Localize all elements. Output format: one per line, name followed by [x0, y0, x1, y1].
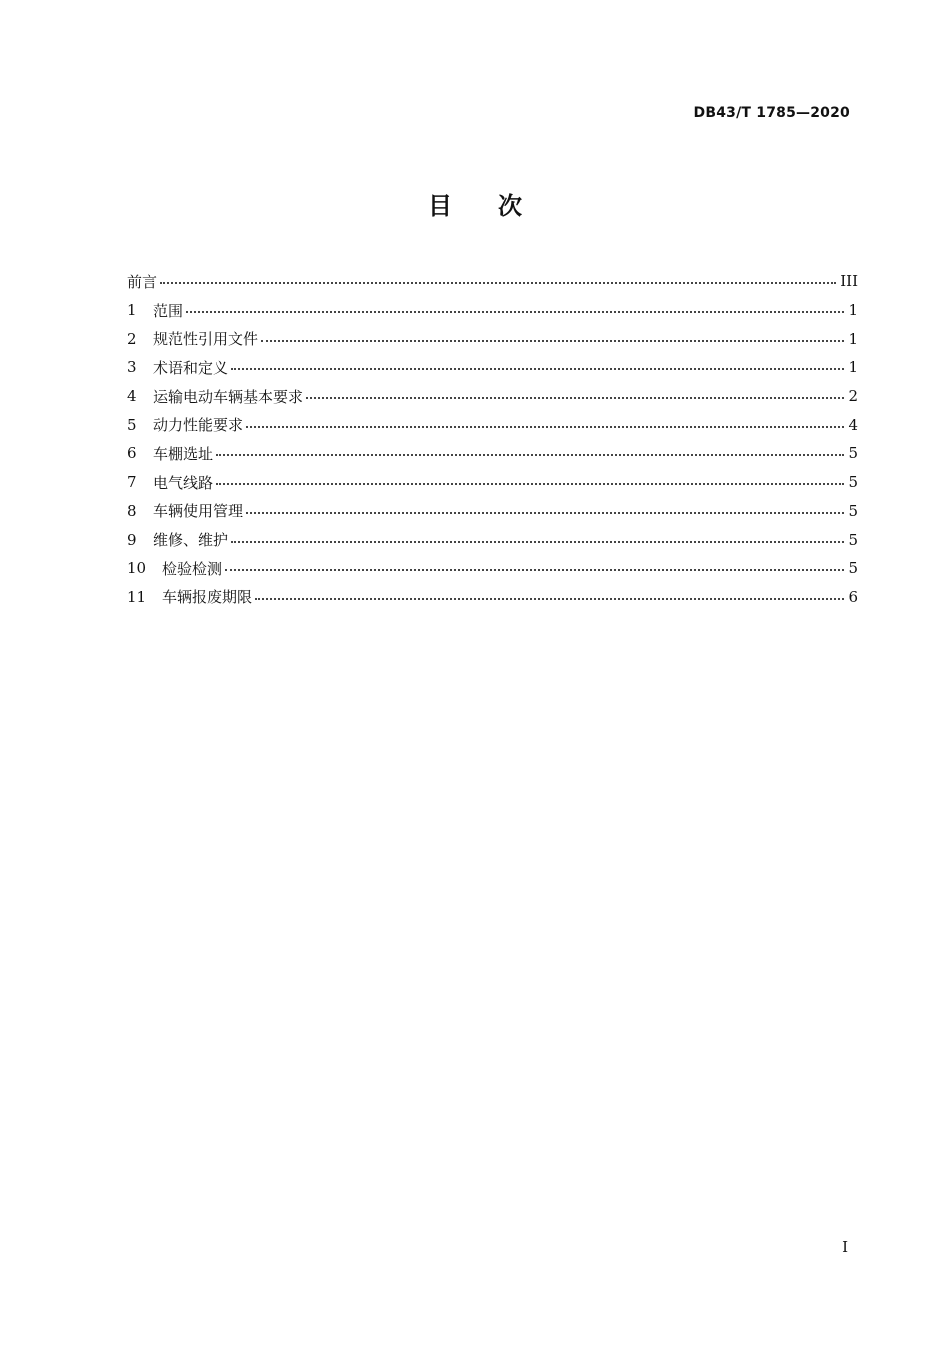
toc-leader-dots — [216, 483, 844, 485]
toc-entry-label: 电气线路 — [153, 473, 214, 492]
toc-entry-5[interactable] — [127, 410, 858, 439]
toc-entry-page: 2 — [848, 387, 858, 406]
standard-code: DB43/T 1785—2020 — [693, 105, 850, 121]
toc-entry-10[interactable] — [127, 554, 858, 583]
toc-entry-6[interactable] — [127, 439, 858, 468]
toc-entry-page: 5 — [848, 501, 858, 520]
page-number: I — [842, 1238, 848, 1256]
toc-entry-label: 动力性能要求 — [153, 416, 244, 435]
toc-entry-page: 4 — [848, 415, 858, 434]
toc-leader-dots — [246, 426, 844, 428]
toc-entry-number: 6 — [127, 444, 137, 463]
toc-entry-page: 5 — [848, 444, 858, 463]
toc-entry-label: 车辆报废期限 — [162, 588, 253, 607]
toc-title-char-2: 次 — [498, 192, 522, 220]
toc-leader-dots — [216, 454, 844, 456]
toc-entry-page: 5 — [848, 530, 858, 549]
toc-entry-page: 1 — [848, 329, 858, 348]
toc-entry-11[interactable] — [127, 583, 858, 612]
toc-entry-label: 范围 — [153, 301, 184, 320]
toc-entry-9[interactable] — [127, 525, 858, 554]
toc-entry-label: 车棚选址 — [153, 444, 214, 463]
toc-title-char-1: 目 — [428, 192, 452, 220]
toc-leader-dots — [231, 541, 844, 543]
toc-entry-4[interactable] — [127, 382, 858, 411]
table-of-contents — [127, 267, 858, 611]
toc-leader-dots — [225, 569, 844, 571]
toc-entry-7[interactable] — [127, 468, 858, 497]
toc-title — [0, 186, 950, 221]
toc-entry-number: 5 — [127, 415, 137, 434]
toc-leader-dots — [246, 512, 844, 514]
toc-entry-label: 运输电动车辆基本要求 — [153, 387, 304, 406]
toc-entry-number: 10 — [127, 559, 147, 578]
toc-entry-number: 3 — [127, 358, 137, 377]
toc-entry-2[interactable] — [127, 324, 858, 353]
toc-entry-3[interactable] — [127, 353, 858, 382]
toc-entry-page: 6 — [848, 587, 858, 606]
toc-entry-number: 1 — [127, 301, 137, 320]
toc-entry-label: 规范性引用文件 — [153, 330, 259, 349]
toc-entry-number: 11 — [127, 587, 147, 606]
toc-entry-number: 2 — [127, 329, 137, 348]
toc-entry-label: 检验检测 — [162, 559, 223, 578]
toc-leader-dots — [255, 598, 844, 600]
toc-entry-page: 5 — [848, 473, 858, 492]
toc-entry-label: 术语和定义 — [153, 358, 229, 377]
toc-leader-dots — [186, 311, 844, 313]
toc-entry-number: 9 — [127, 530, 137, 549]
toc-entry-number: 4 — [127, 387, 137, 406]
toc-entry-page: III — [840, 272, 858, 291]
toc-entry-label: 车辆使用管理 — [153, 502, 244, 521]
toc-entry-number: 8 — [127, 501, 137, 520]
toc-entry-number: 7 — [127, 473, 137, 492]
toc-entry-1[interactable] — [127, 296, 858, 325]
toc-leader-dots — [261, 340, 844, 342]
toc-entry-page: 5 — [848, 559, 858, 578]
toc-entry-8[interactable] — [127, 497, 858, 526]
toc-leader-dots — [160, 282, 836, 284]
toc-leader-dots — [231, 368, 844, 370]
toc-entry-page: 1 — [848, 358, 858, 377]
toc-entry-label: 前言 — [127, 272, 158, 291]
toc-entry-foreword[interactable] — [127, 267, 858, 296]
toc-entry-page: 1 — [848, 301, 858, 320]
toc-leader-dots — [306, 397, 844, 399]
toc-entry-label: 维修、维护 — [153, 531, 229, 550]
